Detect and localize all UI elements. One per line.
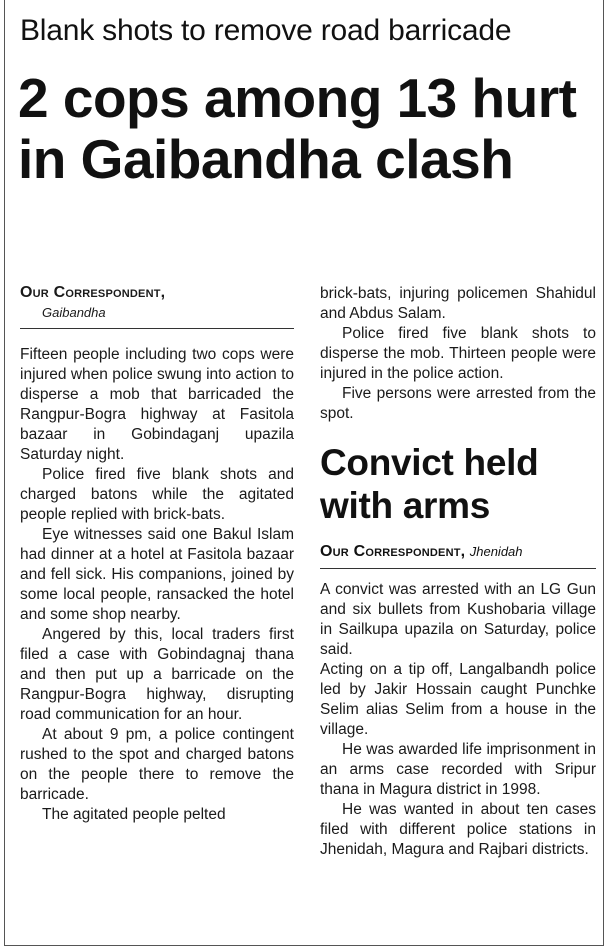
story1-paragraph: Angered by this, local traders first filed a case with Gobindagnaj thana and then put up a barricade on the Rangpur-Bogra highway, disrupting road communication for an hour. bbox=[20, 626, 294, 723]
story1-paragraph: Five persons were arrested from the spot. bbox=[320, 385, 596, 422]
story1-dateline: Gaibandha bbox=[42, 305, 106, 320]
kicker: Blank shots to remove road barricade bbox=[20, 14, 512, 47]
story2-byline-rule bbox=[320, 568, 596, 569]
story1-paragraph: brick-bats, injuring policemen Shahidul and Abdus Salam. bbox=[320, 285, 596, 322]
story2-body bbox=[320, 580, 596, 860]
story2-paragraph: He was wanted in about ten cases filed with different police stations in Jhenidah, Magura and Rajbari districts. bbox=[320, 801, 596, 858]
story2-paragraph: Acting on a tip off, Langalbandh police led by Jakir Hossain caught Punchke Selim alias Selim from a house in the village. bbox=[320, 661, 596, 738]
story2-byline: Our Correspondent, bbox=[320, 543, 466, 560]
story1-column-right bbox=[320, 284, 596, 424]
headline: 2 cops among 13 hurt in Gaibandha clash bbox=[18, 67, 577, 190]
story2-byline-block bbox=[320, 543, 596, 561]
story2-paragraph: A convict was arrested with an LG Gun and six bullets from Kushobaria village in Sailkupa upazila on Saturday, police said. bbox=[320, 581, 596, 658]
story1-paragraph: Fifteen people including two cops were injured when police swung into action to disperse a mob that barricaded the Rangpur-Bogra highway at Fasitola bazaar in Gobindaganj upazila Saturday night. bbox=[20, 346, 295, 463]
story1-paragraph: The agitated people pelted bbox=[42, 806, 226, 823]
story2-headline: Convict held with arms bbox=[320, 442, 539, 526]
story2-dateline: Jhenidah bbox=[469, 544, 523, 559]
story2-paragraph: He was awarded life imprisonment in an arms case recorded with Sripur thana in Magura district in 1998. bbox=[320, 741, 596, 798]
story1-byline-rule bbox=[20, 328, 294, 329]
story1-column-left bbox=[20, 283, 294, 825]
story1-byline: Our Correspondent, bbox=[20, 284, 166, 301]
story1-paragraph: Police fired five blank shots and charged batons while the agitated people replied with brick-bats. bbox=[20, 466, 294, 523]
story1-paragraph: Police fired five blank shots to disperse the mob. Thirteen people were injured in the police action. bbox=[320, 325, 596, 382]
story1-paragraph: At about 9 pm, a police contingent rushed to the spot and charged batons on the people there to remove the barricade. bbox=[20, 726, 294, 803]
story1-paragraph: Eye witnesses said one Bakul Islam had dinner at a hotel at Fasitola bazaar and fell sick. His companions, joined by some local people, ransacked the hotel and some shop nearby. bbox=[20, 526, 294, 623]
story1-body bbox=[20, 345, 294, 825]
